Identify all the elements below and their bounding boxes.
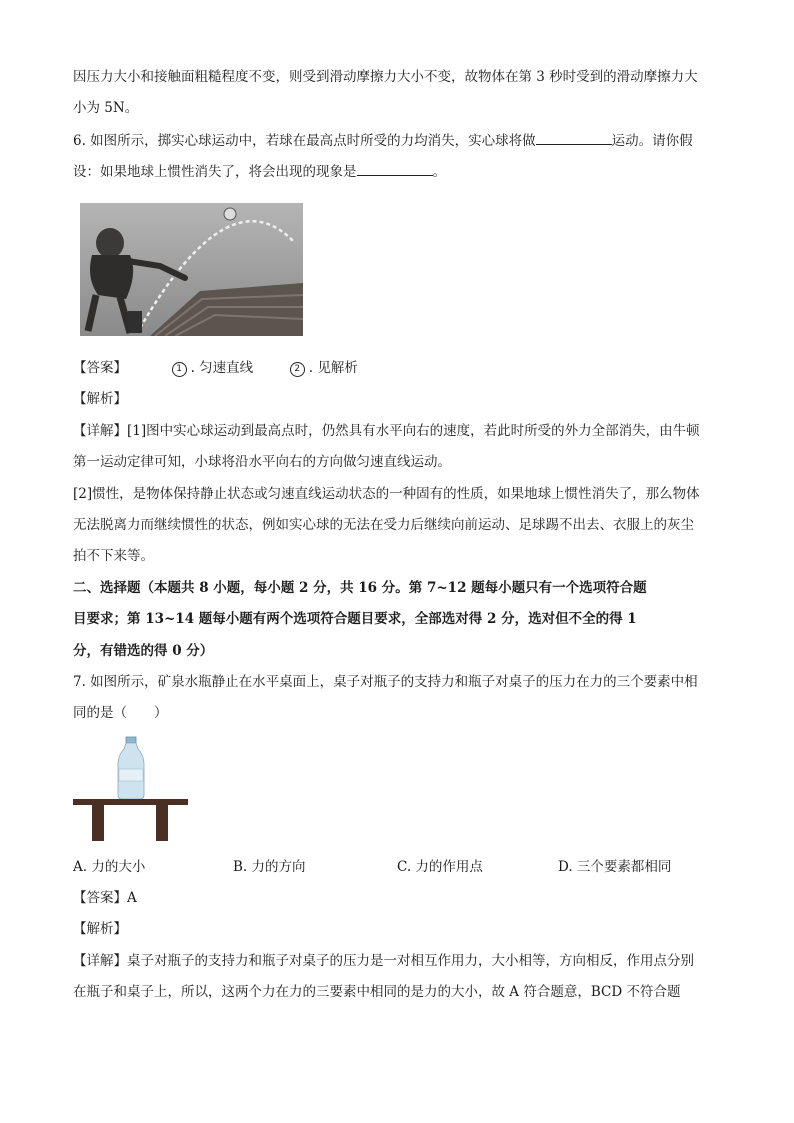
circled-number-icon: 1 <box>172 362 187 377</box>
water-bottle-on-table-figure <box>72 735 190 843</box>
paragraph-line: 小为 5N。 <box>73 100 139 116</box>
detail-line: 第一运动定律可知，小球将沿水平向右的方向做匀速直线运动。 <box>73 454 451 470</box>
detail-label: 【详解】 <box>73 423 127 439</box>
shot-put-photo <box>80 203 303 336</box>
answer-blank <box>536 130 612 145</box>
detail-line <box>73 421 723 441</box>
detail-line: [2]惯性，是物体保持静止状态或匀速直线运动状态的一种固有的性质，如果地球上惯性消失了，那么物体 <box>73 486 700 502</box>
option-d: D. 三个要素都相同 <box>558 859 672 875</box>
section-heading: 分，有错选的得 0 分） <box>73 643 214 659</box>
detail-line: 在瓶子和桌子上，所以，这两个力在力的三要素中相同的是力的大小，故 A 符合题意，BCD 不符合题 <box>73 984 681 1000</box>
detail-line: 无法脱离力而继续惯性的状态，例如实心球的无法在受力后继续向前运动、足球踢不出去、衣服上的灰尘 <box>73 517 694 533</box>
answer-6-line <box>73 358 723 378</box>
detail-line <box>73 951 723 971</box>
question-7-line: 7. 如图所示，矿泉水瓶静止在水平桌面上，桌子对瓶子的支持力和瓶子对桌子的压力在力的三个要素中相 <box>73 674 698 690</box>
detail-text: 桌子对瓶子的支持力和瓶子对桌子的压力是一对相互作用力，大小相等，方向相反，作用点分别 <box>127 953 694 969</box>
answer-2: . 见解析 <box>308 360 358 376</box>
detail-text: [1]图中实心球运动到最高点时，仍然具有水平向右的速度，若此时所受的外力全部消失，由牛顿 <box>127 423 700 439</box>
paragraph-line: 因压力大小和接触面粗糙程度不变，则受到滑动摩擦力大小不变，故物体在第 3 秒时受到的滑动摩擦力大 <box>73 69 698 85</box>
option-a: A. 力的大小 <box>73 859 146 875</box>
question-text: 设：如果地球上惯性消失了，将会出现的现象是 <box>73 164 357 180</box>
answer-label: 【答案】 <box>73 360 127 376</box>
option-c: C. 力的作用点 <box>397 859 483 875</box>
answer-blank <box>357 161 433 176</box>
question-text: 运动。请你假 <box>611 133 693 149</box>
analysis-label: 【解析】 <box>73 921 127 937</box>
circled-number-icon: 2 <box>290 362 305 377</box>
detail-label: 【详解】 <box>73 953 127 969</box>
question-7-line: 同的是（ ） <box>73 705 168 721</box>
detail-line: 拍不下来等。 <box>73 548 154 564</box>
question-6-line-1 <box>73 130 723 151</box>
section-heading: 二、选择题（本题共 8 小题，每小题 2 分，共 16 分。第 7~12 题每小题只有一个选项符合题 <box>73 580 647 596</box>
answer-7-line: 【答案】A <box>73 890 137 906</box>
question-text: 。 <box>432 164 446 180</box>
question-6-line-2 <box>73 161 723 182</box>
answer-1: . 匀速直线 <box>190 360 254 376</box>
option-b: B. 力的方向 <box>233 859 306 875</box>
analysis-label: 【解析】 <box>73 391 127 407</box>
question-text: 6. 如图所示，掷实心球运动中，若球在最高点时所受的力均消失，实心球将做 <box>73 133 536 149</box>
section-heading: 目要求；第 13~14 题每小题有两个选项符合题目要求，全部选对得 2 分，选对但不全的得 1 <box>73 611 637 627</box>
